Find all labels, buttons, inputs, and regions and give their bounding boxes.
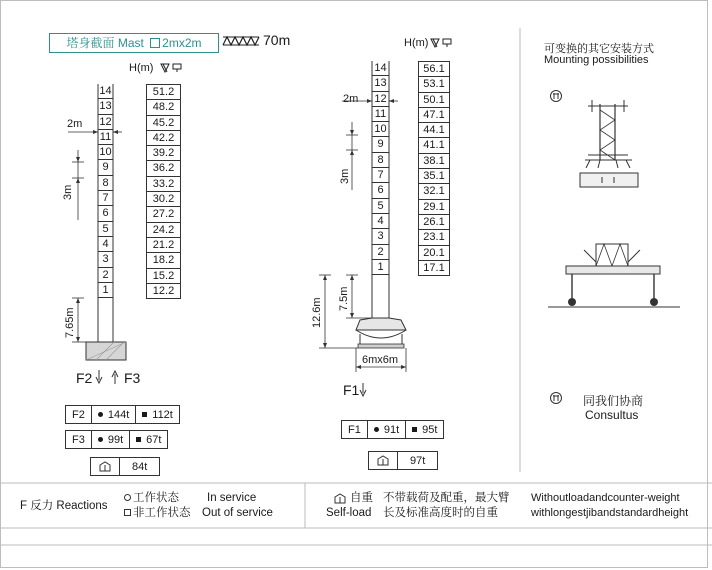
right-section-number: 3 — [372, 229, 389, 244]
right-height-value: 23.1 — [419, 230, 449, 245]
self-load-icon — [334, 493, 346, 504]
f2-label: F2 — [76, 370, 93, 386]
left-section-number: 8 — [98, 176, 113, 191]
right-base-total-dim: 12.6m — [311, 297, 323, 328]
f1-arrow-icon — [359, 382, 369, 398]
left-height-value: 42.2 — [147, 131, 180, 146]
left-section-number: 9 — [98, 160, 113, 175]
f1-in-service: 91t — [368, 421, 406, 438]
self-weight-icon — [91, 458, 120, 475]
f2-in-service: 144t — [92, 406, 136, 423]
left-section-number: 14 — [98, 84, 113, 99]
footer-in-service: 工作状态 — [124, 491, 179, 505]
left-height-value: 30.2 — [147, 192, 180, 207]
in-service-icon — [374, 427, 379, 432]
footer-reactions: F 反力 Reactions — [20, 500, 108, 512]
left-height-value: 45.2 — [147, 116, 180, 131]
in-service-icon — [98, 437, 103, 442]
left-section-number: 2 — [98, 268, 113, 283]
footer-desc-cn-1: 不带载荷及配重，最大臂 — [383, 492, 510, 504]
f1-out-service: 95t — [406, 421, 443, 438]
right-section-number: 10 — [372, 122, 389, 137]
left-height-value: 39.2 — [147, 146, 180, 161]
f3-in-service: 99t — [92, 431, 130, 448]
mounting-option-2-drawing — [548, 244, 680, 307]
right-height-value: 47.1 — [419, 108, 449, 123]
left-width-dim: 2m — [67, 118, 83, 130]
right-section-number: 12 — [372, 92, 389, 107]
consult-en: Consultus — [585, 408, 639, 422]
right-height-value: 56.1 — [419, 62, 449, 77]
f3-table — [65, 430, 168, 449]
in-service-circle-icon — [124, 494, 131, 501]
left-section-number: 1 — [98, 283, 113, 298]
footer-desc-en-2: withlongestjibandstandardheight — [531, 507, 689, 519]
right-height-value: 26.1 — [419, 215, 449, 230]
left-section-number: 6 — [98, 206, 113, 221]
right-self-weight: 97t — [410, 454, 426, 467]
left-section-number: 3 — [98, 252, 113, 267]
consult-circle-icon — [549, 391, 563, 405]
right-section-number: 6 — [372, 183, 389, 198]
f3-out-service: 67t — [130, 431, 167, 448]
right-height-value: 29.1 — [419, 200, 449, 215]
f1-table — [341, 420, 444, 439]
right-height-list — [418, 61, 450, 276]
right-height-value: 38.1 — [419, 154, 449, 169]
left-section-number: 13 — [98, 99, 113, 114]
left-section-number: 10 — [98, 145, 113, 160]
left-height-value: 15.2 — [147, 269, 180, 284]
right-section-number: 9 — [372, 137, 389, 152]
left-height-value: 48.2 — [147, 100, 180, 115]
in-service-icon — [98, 412, 103, 417]
footer-self-load-cn: 自重 — [350, 492, 373, 504]
right-section-list — [372, 61, 389, 275]
left-section-number: 7 — [98, 191, 113, 206]
left-height-value: 12.2 — [152, 284, 175, 297]
footer-desc-cn-2: 长及标准高度时的自重 — [383, 507, 498, 519]
right-section-dim: 3m — [339, 168, 351, 184]
out-service-icon — [136, 437, 141, 442]
left-section-dim: 3m — [62, 184, 74, 200]
left-height-value: 27.2 — [147, 207, 180, 222]
right-section-number: 1 — [372, 260, 389, 275]
left-height-value: 24.2 — [147, 223, 180, 238]
mast-label: 塔身截面 Mast — [66, 36, 144, 50]
f2-out-service: 112t — [136, 406, 179, 423]
right-self-weight-table — [368, 451, 438, 470]
right-width-dim: 2m — [343, 93, 359, 105]
right-section-number: 4 — [372, 214, 389, 229]
right-foundation-dim: 6mx6m — [362, 354, 399, 366]
right-section-number: 2 — [372, 245, 389, 260]
right-base-stand — [356, 318, 406, 330]
right-section-number: 11 — [372, 107, 389, 122]
right-height-value: 17.1 — [423, 261, 445, 274]
out-service-icon — [142, 412, 147, 417]
left-h-unit: H(m) — [129, 62, 154, 74]
right-h-unit: H(m) — [404, 37, 429, 49]
left-section-number: 5 — [98, 222, 113, 237]
f3-label: F3 — [124, 370, 141, 386]
mounting-title-en: Mounting possibilities — [544, 54, 649, 66]
right-section-number: 7 — [372, 168, 389, 183]
f1-label: F1 — [343, 382, 360, 398]
left-height-list — [146, 84, 181, 299]
left-height-value: 36.2 — [147, 161, 180, 176]
right-height-value: 50.1 — [419, 93, 449, 108]
right-height-value: 41.1 — [419, 138, 449, 153]
left-height-value: 51.2 — [147, 85, 180, 100]
left-height-value: 33.2 — [147, 177, 180, 192]
left-base-dim: 7.65m — [64, 307, 76, 338]
right-height-value: 35.1 — [419, 169, 449, 184]
out-service-icon — [412, 427, 417, 432]
out-service-square-icon — [124, 509, 131, 516]
consult-cn: 同我们协商 — [583, 394, 644, 408]
self-weight-icon-right — [369, 452, 398, 469]
f1-name: F1 — [342, 421, 368, 438]
footer-desc-en-1: Withoutloadandcounter-weight — [531, 492, 680, 504]
footer-out-service-en: Out of service — [202, 507, 273, 519]
mast-size: 2mx2m — [162, 36, 202, 50]
right-section-number: 5 — [372, 199, 389, 214]
right-section-number: 8 — [372, 153, 389, 168]
footer-self-load-en: Self-load — [326, 507, 372, 519]
left-section-list — [98, 84, 113, 298]
left-section-number: 4 — [98, 237, 113, 252]
left-self-weight: 84t — [132, 460, 148, 473]
left-self-weight-table — [90, 457, 160, 476]
left-height-value: 18.2 — [147, 253, 180, 268]
right-height-value: 44.1 — [419, 123, 449, 138]
right-base-dim: 7.5m — [338, 286, 350, 311]
info-circle-icon — [549, 89, 563, 103]
mounting-option-1-drawing — [580, 100, 638, 187]
mounting-title-cn: 可变换的其它安装方式 — [544, 43, 654, 55]
right-section-number: 13 — [372, 76, 389, 91]
left-section-number: 11 — [98, 130, 113, 145]
force-arrows-icon — [95, 369, 125, 385]
right-height-value: 20.1 — [419, 246, 449, 261]
right-height-value: 32.1 — [419, 184, 449, 199]
f2-name: F2 — [66, 406, 92, 423]
footer-out-service: 非工作状态 — [124, 506, 191, 520]
right-height-value: 53.1 — [419, 77, 449, 92]
f2-table — [65, 405, 180, 424]
left-section-number: 12 — [98, 115, 113, 130]
f3-name: F3 — [66, 431, 92, 448]
jib-length: 70m — [263, 32, 291, 48]
right-section-number: 14 — [372, 61, 389, 76]
left-height-value: 21.2 — [147, 238, 180, 253]
footer-in-service-en: In service — [207, 492, 257, 504]
